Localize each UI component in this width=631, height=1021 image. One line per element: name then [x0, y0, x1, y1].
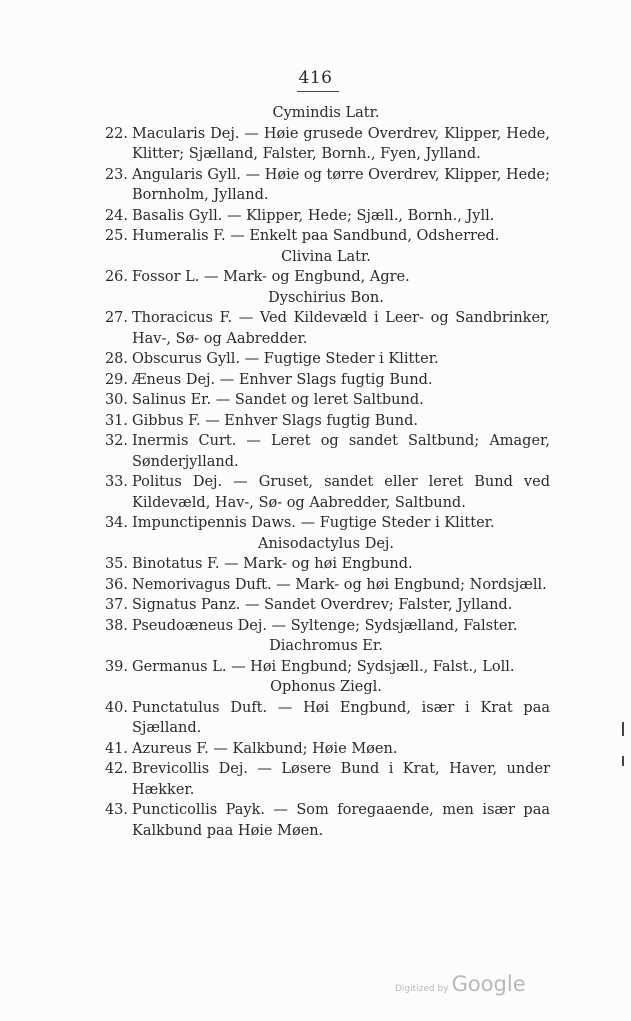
entry-number: 25.	[104, 228, 128, 244]
entry-text: Basalis Gyll. — Klipper, Hede; Sjæll., Bornh., Jyll.	[132, 207, 495, 224]
genus-heading: Clivina Latr.	[281, 248, 371, 265]
species-entry	[102, 370, 550, 391]
entry-number: 37.	[104, 597, 128, 613]
scan-edge-mark	[622, 756, 624, 766]
entry-number: 29.	[104, 371, 128, 388]
entry-number: 28.	[104, 351, 128, 367]
entry-number: 35.	[104, 556, 128, 572]
entry-number: 39.	[104, 658, 128, 675]
entry-text: Puncticollis Payk. — Som foregaaende, men især paa Kalkbund paa Høie Møen.	[132, 802, 550, 839]
species-entry	[102, 698, 550, 739]
entry-number: 34.	[104, 515, 128, 531]
scan-edge-mark	[622, 722, 624, 736]
species-entry	[102, 595, 550, 616]
species-entry	[102, 411, 550, 432]
species-entry	[102, 739, 550, 760]
entry-text: Thoracicus F. — Ved Kildevæld i Leer- og Sandbrinker, Hav-, Sø- og Aabredder.	[132, 310, 550, 347]
species-entry	[102, 267, 550, 288]
species-entry	[102, 759, 550, 800]
entry-text: Inermis Curt. — Leret og sandet Saltbund; Amager, Sønderjylland.	[132, 433, 550, 470]
species-entry	[102, 575, 550, 596]
entry-text: Signatus Panz. — Sandet Overdrev; Falster, Jylland.	[132, 597, 513, 613]
species-entry	[102, 308, 550, 349]
entry-number: 23.	[104, 166, 128, 183]
entry-number: 40.	[104, 699, 128, 716]
species-entry	[102, 472, 550, 513]
entry-text: Politus Dej. — Gruset, sandet eller leret Bund ved Kildevæld, Hav-, Sø- og Aabredder, Saltbund.	[132, 474, 550, 511]
entry-text: Angularis Gyll. — Høie og tørre Overdrev, Klipper, Hede; Bornholm, Jylland.	[132, 166, 551, 203]
genus-heading: Ophonus Ziegl.	[270, 679, 382, 695]
watermark-small-text: Digitized by	[395, 984, 449, 994]
entry-text: Germanus L. — Høi Engbund; Sydsjæll., Falst., Loll.	[132, 658, 515, 675]
entry-text: Humeralis F. — Enkelt paa Sandbund, Odsherred.	[132, 228, 500, 244]
entry-number: 32.	[104, 433, 128, 449]
species-entry	[102, 616, 550, 637]
species-list	[102, 103, 550, 841]
entry-text: Binotatus F. — Mark- og høi Engbund.	[132, 556, 413, 572]
genus-heading: Anisodactylus Dej.	[257, 535, 395, 552]
entry-number: 24.	[104, 207, 128, 224]
entry-number: 38.	[104, 617, 128, 634]
page-number: 416	[298, 68, 333, 88]
entry-number: 33.	[104, 474, 128, 490]
entry-number: 22.	[104, 125, 128, 142]
entry-number: 36.	[104, 576, 128, 593]
entry-text: Macularis Dej. — Høie grusede Overdrev, Klipper, Hede, Klitter; Sjælland, Falster, Bornh., Fyen, Jylland.	[132, 125, 550, 162]
species-entry	[102, 226, 550, 247]
species-entry	[102, 800, 550, 841]
entry-text: Impunctipennis Daws. — Fugtige Steder i Klitter.	[132, 515, 495, 531]
entry-text: Gibbus F. — Enhver Slags fugtig Bund.	[132, 412, 418, 429]
species-entry	[102, 349, 550, 370]
genus-heading: Cymindis Latr.	[272, 105, 380, 121]
entry-number: 43.	[104, 802, 128, 818]
entry-text: Obscurus Gyll. — Fugtige Steder i Klitter.	[132, 351, 439, 367]
entry-text: Nemorivagus Duft. — Mark- og høi Engbund; Nordsjæll.	[132, 576, 547, 593]
page-number-rule	[297, 91, 339, 92]
entry-number: 26.	[104, 269, 128, 285]
entry-text: Æneus Dej. — Enhver Slags fugtig Bund.	[132, 371, 433, 388]
species-entry	[102, 657, 550, 678]
species-entry	[102, 206, 550, 227]
entry-number: 42.	[104, 761, 128, 777]
species-entry	[102, 165, 550, 206]
species-entry	[102, 513, 550, 534]
species-entry	[102, 124, 550, 165]
species-entry	[102, 390, 550, 411]
genus-heading: Dyschirius Bon.	[268, 289, 384, 306]
entry-text: Brevicollis Dej. — Løsere Bund i Krat, Haver, under Hækker.	[132, 761, 550, 798]
watermark-logo-text: Google	[451, 972, 526, 996]
entry-number: 30.	[104, 392, 128, 408]
google-watermark	[395, 972, 526, 996]
entry-text: Azureus F. — Kalkbund; Høie Møen.	[132, 740, 398, 757]
entry-number: 27.	[104, 310, 128, 326]
entry-number: 31.	[104, 412, 128, 429]
species-entry	[102, 431, 550, 472]
entry-text: Pseudoæneus Dej. — Syltenge; Sydsjælland, Falster.	[132, 617, 518, 634]
entry-text: Salinus Er. — Sandet og leret Saltbund.	[132, 392, 424, 408]
species-entry	[102, 554, 550, 575]
entry-number: 41.	[104, 740, 128, 757]
entry-text: Punctatulus Duft. — Høi Engbund, især i Krat paa Sjælland.	[132, 699, 550, 736]
genus-heading: Diachromus Er.	[269, 638, 383, 654]
entry-text: Fossor L. — Mark- og Engbund, Agre.	[132, 269, 410, 285]
